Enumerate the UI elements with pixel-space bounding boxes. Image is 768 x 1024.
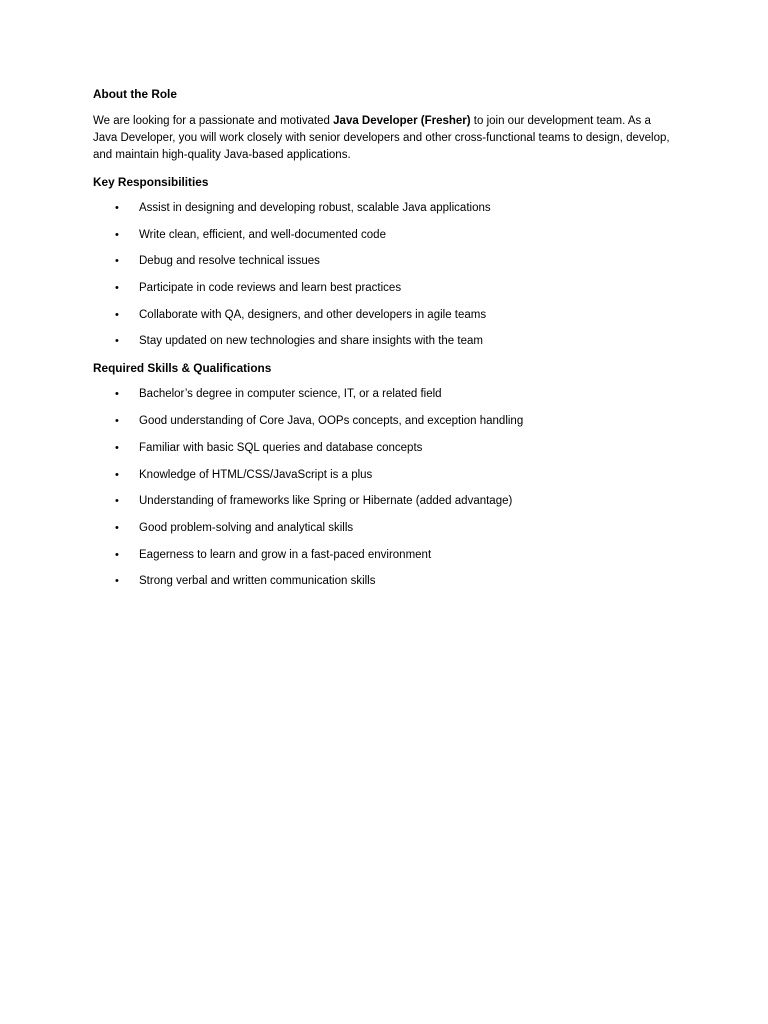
list-item-text: Strong verbal and written communication skills xyxy=(139,575,376,588)
list-item xyxy=(93,520,673,537)
bullet-icon: • xyxy=(115,282,119,295)
list-item xyxy=(93,573,673,590)
list-item xyxy=(93,386,673,403)
bullet-icon: • xyxy=(115,335,119,348)
list-item xyxy=(93,467,673,484)
list-item xyxy=(93,200,673,217)
list-item-text: Good understanding of Core Java, OOPs concepts, and exception handling xyxy=(139,415,524,428)
skills-heading: Required Skills & Qualifications xyxy=(93,361,272,376)
bullet-icon: • xyxy=(115,228,119,241)
list-item xyxy=(93,227,673,244)
bullet-icon: • xyxy=(115,202,119,214)
bullet-icon: • xyxy=(115,548,119,561)
list-item-text: Debug and resolve technical issues xyxy=(139,255,320,268)
list-item-text: Stay updated on new technologies and share insights with the team xyxy=(139,335,483,348)
responsibilities-list xyxy=(93,200,673,350)
intro-text-end: to join our development team. As a Java Developer, you will work closely with senior developers and other cross-functional teams to design, develop, and maintain high-quality Java-based applications. xyxy=(93,115,670,161)
list-item-text: Write clean, efficient, and well-documented code xyxy=(139,228,386,241)
list-item-text: Assist in designing and developing robust, scalable Java applications xyxy=(139,202,491,214)
list-item xyxy=(93,307,673,324)
list-item-text: Participate in code reviews and learn best practices xyxy=(139,282,402,295)
list-item-text: Eagerness to learn and grow in a fast-paced environment xyxy=(139,548,432,561)
list-item xyxy=(93,280,673,297)
list-item-text: Bachelor’s degree in computer science, IT, or a related field xyxy=(139,388,442,401)
list-item-text: Collaborate with QA, designers, and other developers in agile teams xyxy=(139,308,487,321)
intro-job-title: Java Developer (Fresher) xyxy=(333,115,471,127)
list-item-text: Familiar with basic SQL queries and database concepts xyxy=(139,441,423,454)
about-paragraph xyxy=(93,113,673,164)
list-item-text: Understanding of frameworks like Spring or Hibernate (added advantage) xyxy=(139,495,513,508)
list-item-text: Knowledge of HTML/CSS/JavaScript is a plus xyxy=(139,468,373,481)
list-item xyxy=(93,547,673,564)
bullet-icon: • xyxy=(115,441,119,454)
list-item xyxy=(93,333,673,350)
list-item xyxy=(93,440,673,457)
bullet-icon: • xyxy=(115,255,119,268)
list-item xyxy=(93,413,673,430)
bullet-icon: • xyxy=(115,468,119,481)
intro-text-start: We are looking for a passionate and motivated xyxy=(93,115,334,127)
bullet-icon: • xyxy=(115,415,119,428)
bullet-icon: • xyxy=(115,575,119,588)
document-body xyxy=(93,86,673,600)
bullet-icon: • xyxy=(115,495,119,508)
list-item xyxy=(93,493,673,510)
skills-list xyxy=(93,386,673,590)
responsibilities-heading: Key Responsibilities xyxy=(93,175,209,189)
bullet-icon: • xyxy=(115,388,119,401)
bullet-icon: • xyxy=(115,308,119,321)
list-item xyxy=(93,253,673,270)
about-heading: About the Role xyxy=(93,87,177,101)
bullet-icon: • xyxy=(115,521,119,534)
list-item-text: Good problem-solving and analytical skills xyxy=(139,521,354,534)
